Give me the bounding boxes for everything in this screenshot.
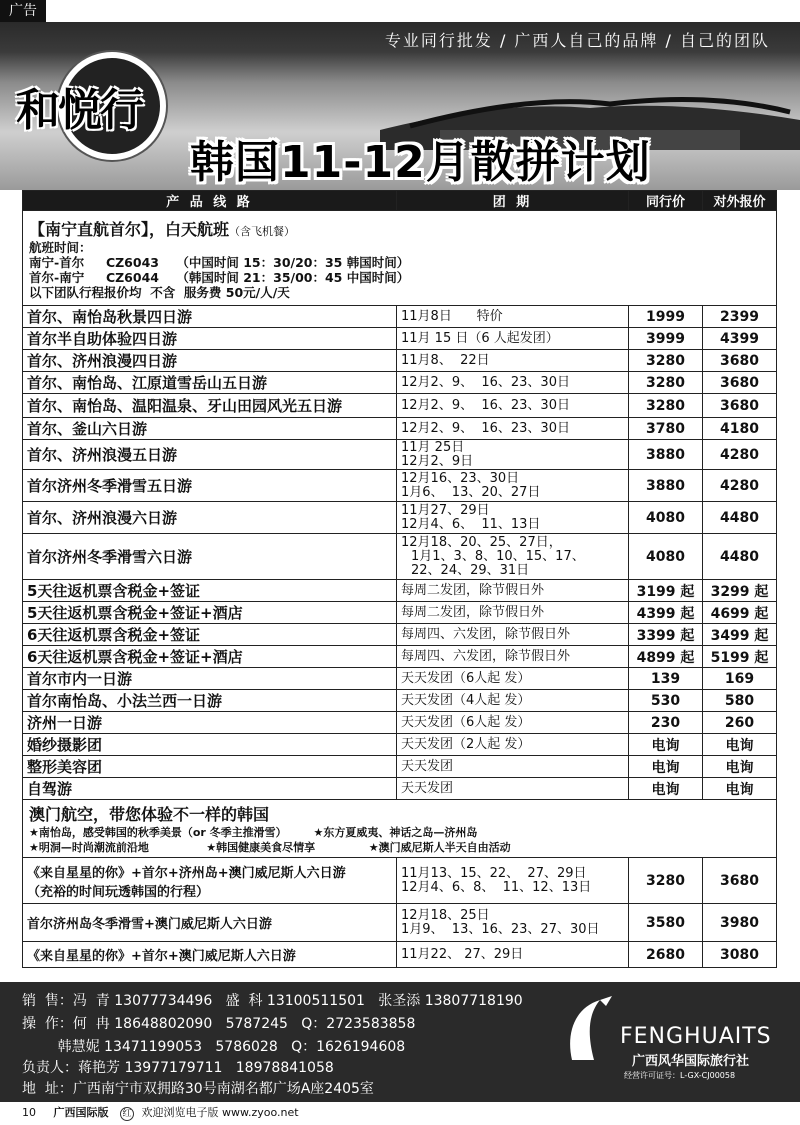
date-line: 1月6、 13、20、27日 <box>401 484 541 500</box>
price-table <box>22 190 777 968</box>
company-logo-name: FENGHUAITS <box>620 1024 772 1049</box>
retail-price: 4480 <box>703 534 777 580</box>
route-name <box>23 942 397 968</box>
ops-contacts-2: 韩慧妮 13471199053 5786028 Q：1626194608 <box>22 1039 406 1055</box>
date-line: 11月27、29日 <box>401 502 490 518</box>
table-row <box>23 756 777 778</box>
departure-dates <box>397 372 629 394</box>
peer-price: 4080 <box>629 534 703 580</box>
departure-dates <box>397 328 629 350</box>
route-name: 整形美容团 <box>23 756 397 778</box>
company-name: 广西风华国际旅行社 <box>632 1054 750 1069</box>
departure-dates <box>397 942 629 968</box>
table-row <box>23 470 777 502</box>
route-name: 自驾游 <box>23 778 397 800</box>
peer-price: 3399 起 <box>629 624 703 646</box>
route-name: 首尔、济州浪漫五日游 <box>23 440 397 470</box>
peer-price: 3780 <box>629 418 703 440</box>
banner <box>0 22 800 190</box>
route-title: 《来自星星的你》+首尔+澳门威尼斯人六日游 <box>27 949 296 964</box>
date-line: 12月2、9、 16、23、30日 <box>401 374 570 390</box>
page-number: 10 <box>22 1106 36 1119</box>
peer-price: 4899 起 <box>629 646 703 668</box>
date-line: 每周二发团，除节假日外 <box>401 582 545 598</box>
peer-price: 3880 <box>629 470 703 502</box>
table-row <box>23 734 777 756</box>
table-row <box>23 602 777 624</box>
retail-price: 2399 <box>703 306 777 328</box>
seal-icon: 红 <box>120 1107 134 1121</box>
date-line: 每周二发团，除节假日外 <box>401 604 545 620</box>
date-line: 11月8、 22日 <box>401 352 490 368</box>
date-line: 天天发团（4人起 发） <box>401 692 531 708</box>
date-line: 12月18、20、25、27日， <box>401 534 562 550</box>
peer-price: 电询 <box>629 778 703 800</box>
highlights-line: ★南怡岛，感受韩国的秋季美景（or 冬季主推滑雪） ★东方夏威夷、神话之岛—济州岛 <box>29 826 478 839</box>
peer-price: 139 <box>629 668 703 690</box>
retail-price: 电询 <box>703 778 777 800</box>
route-name: 5天往返机票含税金+签证+酒店 <box>23 602 397 624</box>
route-title: 《来自星星的你》+首尔+济州岛+澳门威尼斯人六日游 <box>27 865 346 881</box>
date-line: 每周四、六发团，除节假日外 <box>401 626 571 642</box>
flight-outbound: 南宁-首尔 CZ6043 （中国时间 15：30/20：35 韩国时间） <box>29 254 410 270</box>
peer-price: 3580 <box>629 904 703 942</box>
table-row <box>23 418 777 440</box>
table-row <box>23 646 777 668</box>
date-line: 11月 25日 <box>401 439 465 455</box>
retail-price: 4480 <box>703 502 777 534</box>
address: 地 址：广西南宁市双拥路30号南湖名都广场A座2405室 <box>22 1081 374 1097</box>
section-macau-air <box>23 800 777 858</box>
departure-dates <box>397 418 629 440</box>
contact-footer <box>0 982 800 1102</box>
table-row <box>23 394 777 418</box>
table-row <box>23 904 777 942</box>
departure-dates <box>397 502 629 534</box>
departure-dates <box>397 904 629 942</box>
slogan: 专业同行批发 / 广西人自己的品牌 / 自己的团队 <box>384 31 770 50</box>
table-row <box>23 440 777 470</box>
route-name <box>23 904 397 942</box>
retail-price: 4399 <box>703 328 777 350</box>
table-header <box>23 191 777 211</box>
route-name: 首尔、釜山六日游 <box>23 418 397 440</box>
peer-price: 3880 <box>629 440 703 470</box>
table-row <box>23 306 777 328</box>
date-line: 12月18、25日 <box>401 907 490 923</box>
peer-price: 3199 起 <box>629 580 703 602</box>
departure-dates <box>397 534 629 580</box>
departure-dates <box>397 580 629 602</box>
departure-dates <box>397 602 629 624</box>
service-fee-note: 以下团队行程报价均 不含 服务费 50元/人/天 <box>29 284 290 300</box>
route-name: 首尔、南怡岛、温阳温泉、牙山田园风光五日游 <box>23 394 397 418</box>
license-number: 经营许可证号：L-GX-CJ00058 <box>624 1071 736 1080</box>
flight-label: 航班时间： <box>29 239 92 255</box>
section-title: 澳门航空，带您体验不一样的韩国 <box>29 805 270 824</box>
date-line: 每周四、六发团，除节假日外 <box>401 648 571 664</box>
route-name: 6天往返机票含税金+签证 <box>23 624 397 646</box>
peer-price: 4080 <box>629 502 703 534</box>
sales-contacts: 销 售：冯 青 13077734496 盛 科 13100511501 张圣添 13807718190 <box>22 993 523 1009</box>
departure-dates <box>397 470 629 502</box>
peer-price: 4399 起 <box>629 602 703 624</box>
ad-label: 广告 <box>0 0 46 22</box>
peer-price: 530 <box>629 690 703 712</box>
peer-price: 3280 <box>629 394 703 418</box>
departure-dates <box>397 624 629 646</box>
route-name: 首尔南怡岛、小法兰西一日游 <box>23 690 397 712</box>
date-line: 1月9、 13、16、23、27、30日 <box>401 921 600 937</box>
peer-price: 电询 <box>629 756 703 778</box>
departure-dates <box>397 440 629 470</box>
table-row <box>23 858 777 904</box>
date-line: 12月2、9日 <box>401 453 474 469</box>
table-row <box>23 778 777 800</box>
route-name: 济州一日游 <box>23 712 397 734</box>
retail-price: 3680 <box>703 858 777 904</box>
retail-price: 4280 <box>703 470 777 502</box>
date-line: 天天发团（6人起 发） <box>401 714 531 730</box>
retail-price: 4180 <box>703 418 777 440</box>
table-row <box>23 350 777 372</box>
route-name: 6天往返机票含税金+签证+酒店 <box>23 646 397 668</box>
retail-price: 3080 <box>703 942 777 968</box>
departure-dates <box>397 858 629 904</box>
fenghua-swan-icon <box>560 994 620 1064</box>
departure-dates <box>397 690 629 712</box>
retail-price: 4280 <box>703 440 777 470</box>
departure-dates <box>397 778 629 800</box>
table-row <box>23 580 777 602</box>
retail-price: 3980 <box>703 904 777 942</box>
date-line: 1月1、3、8、10、15、17、 <box>411 548 585 564</box>
table-row <box>23 942 777 968</box>
highlights-line: ★明洞—时尚潮流前沿地 ★韩国健康美食尽情享 ★澳门威尼斯人半天自由活动 <box>29 841 511 854</box>
date-line: 11月 15 日（6 人起发团） <box>401 330 559 346</box>
departure-dates <box>397 394 629 418</box>
date-line: 天天发团 <box>401 780 454 796</box>
departure-dates <box>397 306 629 328</box>
table-row <box>23 624 777 646</box>
col-peer-price: 同行价 <box>629 191 703 211</box>
table-row <box>23 690 777 712</box>
departure-dates <box>397 756 629 778</box>
route-name: 首尔济州冬季滑雪六日游 <box>23 534 397 580</box>
route-name: 首尔、南怡岛、江原道雪岳山五日游 <box>23 372 397 394</box>
date-line: 12月2、9、 16、23、30日 <box>401 420 570 436</box>
retail-price: 169 <box>703 668 777 690</box>
date-line: 12月16、23、30日 <box>401 470 520 486</box>
date-line: 11月13、15、22、 27、29日 <box>401 865 587 881</box>
route-title: 首尔济州岛冬季滑雪+澳门威尼斯人六日游 <box>27 917 272 932</box>
retail-price: 260 <box>703 712 777 734</box>
retail-price: 电询 <box>703 756 777 778</box>
date-line: 22、24、29、31日 <box>411 562 530 578</box>
peer-price: 1999 <box>629 306 703 328</box>
peer-price: 2680 <box>629 942 703 968</box>
route-name: 首尔、济州浪漫六日游 <box>23 502 397 534</box>
section-direct-flight <box>23 211 777 306</box>
route-name: 首尔、南怡岛秋景四日游 <box>23 306 397 328</box>
peer-price: 3280 <box>629 350 703 372</box>
col-retail-price: 对外报价 <box>703 191 777 211</box>
section-title: 【南宁直航首尔】，白天航班（含飞机餐） <box>29 219 296 239</box>
departure-dates <box>397 350 629 372</box>
headline: 韩国11-12月散拼计划 <box>190 137 651 188</box>
route-name: 首尔济州冬季滑雪五日游 <box>23 470 397 502</box>
route-note: （充裕的时间玩透韩国的行程） <box>27 884 210 900</box>
retail-price: 4699 起 <box>703 602 777 624</box>
table-row <box>23 372 777 394</box>
departure-dates <box>397 646 629 668</box>
website-link[interactable]: 欢迎浏览电子版 www.zyoo.net <box>141 1106 299 1119</box>
retail-price: 580 <box>703 690 777 712</box>
route-name: 婚纱摄影团 <box>23 734 397 756</box>
page-footer <box>22 1104 299 1121</box>
publication-name: 广西国际版 <box>53 1106 109 1119</box>
departure-dates <box>397 668 629 690</box>
manager-contact: 负责人：蒋艳芳 13977179711 18978841058 <box>22 1060 334 1076</box>
date-line: 天天发团（2人起 发） <box>401 736 531 752</box>
date-line: 12月4、6、8、 11、12、13日 <box>401 879 592 895</box>
date-line: 12月2、9、 16、23、30日 <box>401 397 570 413</box>
table-row <box>23 712 777 734</box>
peer-price: 3999 <box>629 328 703 350</box>
table-row <box>23 534 777 580</box>
retail-price: 3680 <box>703 394 777 418</box>
departure-dates <box>397 712 629 734</box>
table-row <box>23 668 777 690</box>
retail-price: 3680 <box>703 372 777 394</box>
route-name: 首尔半自助体验四日游 <box>23 328 397 350</box>
route-name: 首尔、济州浪漫四日游 <box>23 350 397 372</box>
peer-price: 3280 <box>629 372 703 394</box>
brand-name: 和悦行 <box>16 85 142 136</box>
ops-contacts: 操 作：何 冉 18648802090 5787245 Q：2723583858 <box>22 1016 416 1032</box>
date-line: 天天发团 <box>401 758 454 774</box>
date-line: 天天发团（6人起 发） <box>401 670 531 686</box>
date-line: 11月8日 特价 <box>401 308 503 324</box>
retail-price: 电询 <box>703 734 777 756</box>
peer-price: 230 <box>629 712 703 734</box>
col-dates: 团 期 <box>397 191 629 211</box>
retail-price: 3499 起 <box>703 624 777 646</box>
retail-price: 5199 起 <box>703 646 777 668</box>
retail-price: 3680 <box>703 350 777 372</box>
retail-price: 3299 起 <box>703 580 777 602</box>
route-name: 首尔市内一日游 <box>23 668 397 690</box>
table-row <box>23 328 777 350</box>
flight-return: 首尔-南宁 CZ6044 （韩国时间 21：35/00：45 中国时间） <box>29 269 410 285</box>
route-name <box>23 858 397 904</box>
route-name: 5天往返机票含税金+签证 <box>23 580 397 602</box>
date-line: 11月22、 27、29日 <box>401 946 524 962</box>
table-row <box>23 502 777 534</box>
peer-price: 3280 <box>629 858 703 904</box>
departure-dates <box>397 734 629 756</box>
date-line: 12月4、6、 11、13日 <box>401 516 541 532</box>
peer-price: 电询 <box>629 734 703 756</box>
col-route: 产 品 线 路 <box>23 191 397 211</box>
